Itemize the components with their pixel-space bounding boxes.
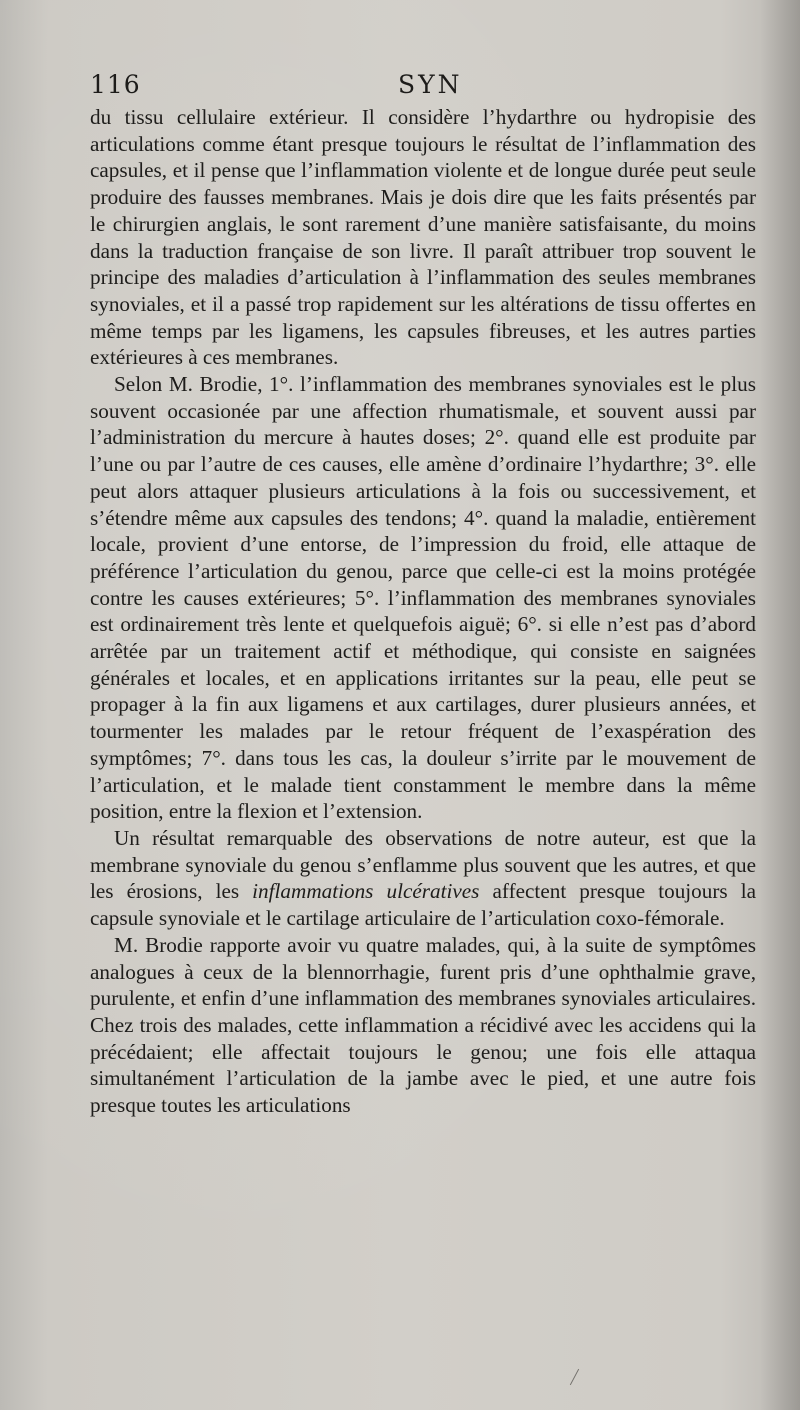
paragraph-2: Selon M. Brodie, 1°. l’inflammation des membranes synoviales est le plus souvent occasionée par une affection rhumatismale, et souvent aussi par l’administration du mercure à hautes doses; 2°. quand elle est produite par l’une ou par l’autre de ces causes, elle amène d’ordinaire l’hydarthre; 3°. elle peut alors attaquer plusieurs articulations à la fois ou successivement, et s’étendre même aux capsules des tendons; 4°. quand la maladie, entièrement locale, provient d’une entorse, de l’impression du froid, elle attaque de préférence l’articulation du genou, parce que celle-ci est la moins protégée contre les causes extérieures; 5°. l’inflammation des membranes synoviales est ordinairement très lente et quelquefois aiguë; 6°. si elle n’est pas d’abord arrêtée par un traitement actif et méthodique, qui consiste en saignées générales et locales, et en applications irritantes sur la peau, elle peut se propager à la fin aux ligamens et aux cartilages, durer plusieurs années, et tourmenter les malades par le retour fréquent de l’exaspération des symptômes; 7°. dans tous les cas, la douleur s’irrite par le mouvement de l’articulation, et le malade tient constamment le membre dans la même position, entre la flexion et l’extension. [90, 372, 756, 824]
page-number: 116 [90, 70, 141, 99]
paragraph-3-tail: affectent presque toujours la capsule synoviale et le cartilage articulaire de l’articulation coxo-fémorale. [90, 879, 757, 931]
paragraph-3 [90, 825, 756, 932]
paragraph-3-italic-term: inflammations ulcératives [252, 879, 480, 904]
page-edge-shadow [760, 0, 800, 1410]
paragraph-3-lead: Un résultat remarquable des observations de notre auteur, est que la membrane synoviale du genou s’enflamme plus souvent que les autres, et que les érosions, les [90, 825, 756, 904]
page-header [90, 70, 760, 104]
running-head: SYN [398, 70, 463, 99]
paragraph-4: M. Brodie rapporte avoir vu quatre malades, qui, à la suite de symptômes analogues à ceux de la blennorrhagie, furent pris d’une ophthalmie grave, purulente, et enfin d’une inflammation des membranes synoviales articulaires. Chez trois des malades, cette inflammation a récidivé avec les accidens qui la précédaient; elle affectait toujours le genou; une fois elle attaqua simultanément l’articulation de la jambe avec le pied, et une autre fois presque toutes les articulations [90, 932, 756, 1118]
paragraph-1: du tissu cellulaire extérieur. Il considère l’hydarthre ou hydropisie des articulations comme étant presque toujours le résultat de l’inflammation des capsules, et il pense que l’inflammation violente et de longue durée peut seule produire des fausses membranes. Mais je dois dire que les faits présentés par le chirurgien anglais, le sont rarement d’une manière satisfaisante, du moins dans la traduction française de son livre. Il paraît attribuer trop souvent le principe des maladies d’articulation à l’inflammation des seules membranes synoviales, et il a passé trop rapidement sur les altérations de tissu offertes en même temps par les ligamens, les capsules fibreuses, et les autres parties extérieures à ces membranes. [90, 105, 756, 370]
stray-ink-mark [570, 1369, 579, 1385]
body-text [90, 104, 756, 1119]
